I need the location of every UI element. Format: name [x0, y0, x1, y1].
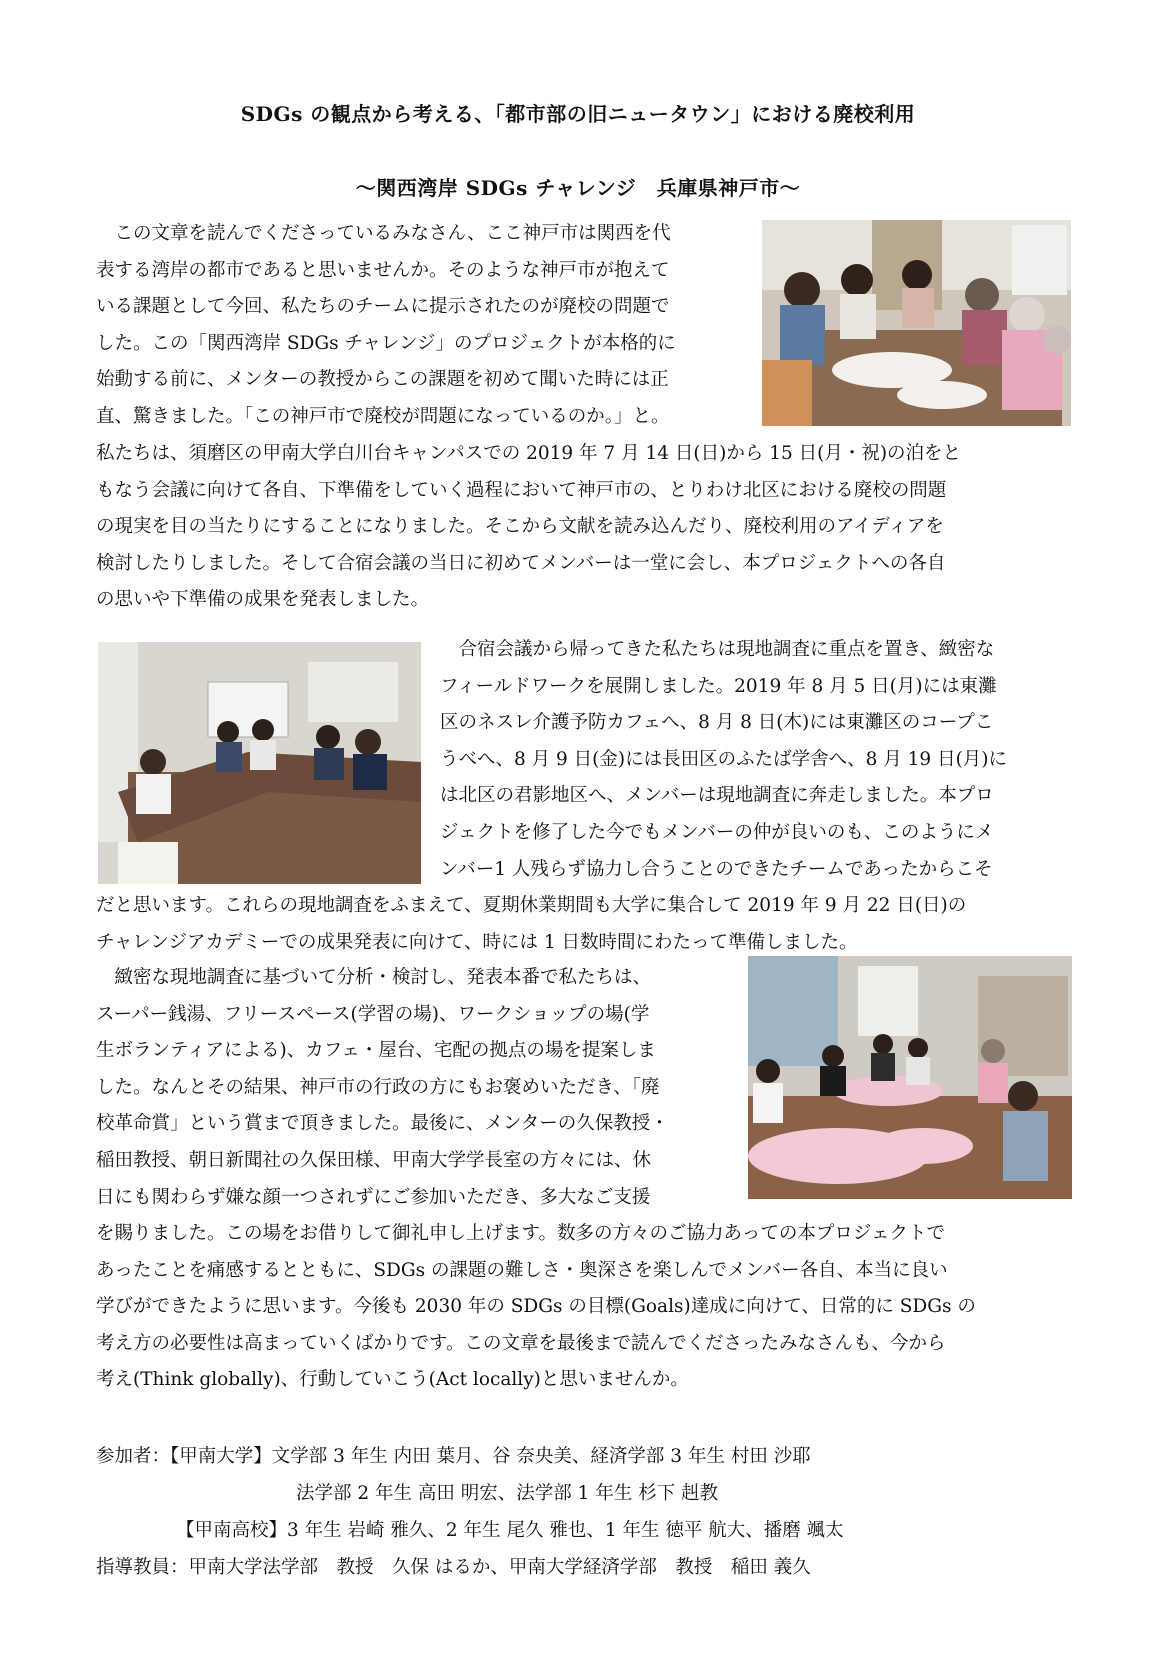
photo-school-room — [748, 956, 1072, 1199]
paragraph-fieldwork-cont — [96, 888, 1066, 961]
text-line: ジェクトを修了した今でもメンバーの仲が良いのも、このようにメ — [440, 821, 994, 843]
text-line: 検討したりしました。そして合宿会議の当日に初めてメンバーは一堂に会し、本プロジェクトへの各自 — [96, 552, 946, 574]
participants-line: 【甲南高校】3 年生 岩崎 雅久、2 年生 尾久 雅也、1 年生 徳平 航大、播磨 颯太 — [176, 1520, 844, 1541]
text-line: した。なんとその結果、神戸市の行政の方にもお褒めいただき、「廃 — [96, 1076, 660, 1098]
text-line: ンバー1 人残らず協力し合うことのできたチームであったからこそ — [440, 858, 993, 880]
text-line: チャレンジアカデミーでの成果発表に向けて、時には 1 日数時間にわたって準備しました。 — [96, 931, 858, 953]
text-line: スーパー銭湯、フリースペース(学習の場)、ワークショップの場(学 — [96, 1003, 650, 1025]
text-line: 区のネスレ介護予防カフェへ、8 月 8 日(木)には東灘区のコープこ — [440, 712, 994, 734]
photo-cafe-meeting — [762, 220, 1071, 426]
advisors-line: 指導教員：甲南大学法学部 教授 久保 はるか、甲南大学経済学部 教授 稲田 義久 — [96, 1557, 811, 1578]
participants-line: 参加者：【甲南大学】文学部 3 年生 内田 葉月、谷 奈央美、経済学部 3 年生 村田 沙耶 — [96, 1446, 811, 1467]
text-line: した。この「関西湾岸 SDGs チャレンジ」のプロジェクトが本格的に — [96, 332, 676, 354]
text-line: の現実を目の当たりにすることになりました。そこから文献を読み込んだり、廃校利用のアイディアを — [96, 516, 944, 538]
text-line: うべへ、8 月 9 日(金)には長田区のふたば学舎へ、8 月 19 日(月)に — [440, 748, 1008, 770]
text-line: もなう会議に向けて各自、下準備をしていく過程において神戸市の、とりわけ北区における廃校の問題 — [96, 479, 947, 501]
paragraph-closing — [96, 1216, 1066, 1399]
text-line: を賜りました。この場をお借りして御礼申し上げます。数多の方々のご協力あっての本プロジェクトで — [96, 1223, 945, 1244]
document-title: SDGs の観点から考える、「都市部の旧ニュータウン」における廃校利用 — [240, 102, 916, 126]
text-line: だと思います。これらの現地調査をふまえて、夏期休業期間も大学に集合して 2019 年 9 月 22 日(日)の — [96, 895, 967, 916]
text-line: 稲田教授、朝日新聞社の久保田様、甲南大学学長室の方々には、休 — [96, 1149, 652, 1171]
text-line: 私たちは、須磨区の甲南大学白川台キャンパスでの 2019 年 7 月 14 日(日)から 15 日(月・祝)の泊をと — [96, 443, 962, 464]
text-line: いる課題として今回、私たちのチームに提示されたのが廃校の問題で — [96, 296, 670, 318]
photo-classroom-meeting — [98, 642, 421, 884]
text-line: 考え(Think globally)、行動していこう(Act locally)と思いませんか。 — [96, 1369, 689, 1391]
text-line: 生ボランティアによる)、カフェ・屋台、宅配の拠点の場を提案しま — [96, 1040, 656, 1062]
text-line: 校革命賞」という賞まで頂きました。最後に、メンターの久保教授・ — [96, 1113, 669, 1135]
text-line: 日にも関わらず嫌な顔一つされずにご参加いただき、多大なご支援 — [96, 1186, 651, 1208]
text-line: フィールドワークを展開しました。2019 年 8 月 5 日(月)には東灘 — [440, 675, 997, 697]
text-line: の思いや下準備の成果を発表しました。 — [96, 589, 430, 611]
paragraph-fieldwork — [440, 632, 1066, 888]
paragraph-intro — [96, 216, 746, 436]
paragraph-camp — [96, 436, 1066, 619]
text-line: 学びができたように思います。今後も 2030 年の SDGs の目標(Goals)達成に向けて、日常的に SDGs の — [96, 1296, 976, 1318]
text-line: 直、驚きました。「この神戸市で廃校が問題になっているのか。」と。 — [96, 405, 670, 427]
text-line: あったことを痛感するとともに、SDGs の課題の難しさ・奥深さを楽しんでメンバー各自、本当に良い — [96, 1259, 948, 1281]
text-line: 緻密な現地調査に基づいて分析・検討し、発表本番で私たちは、 — [96, 967, 652, 988]
text-line: 表する湾岸の都市であると思いませんか。そのような神戸市が抱えて — [96, 259, 670, 281]
participants-line: 法学部 2 年生 高田 明宏、法学部 1 年生 杉下 赳教 — [296, 1483, 719, 1504]
text-line: 始動する前に、メンターの教授からこの課題を初めて聞いた時には正 — [96, 369, 669, 391]
paragraph-results — [96, 960, 736, 1216]
participants-list — [96, 1438, 1076, 1586]
document-subtitle: 〜関西湾岸 SDGs チャレンジ 兵庫県神戸市〜 — [355, 176, 801, 200]
text-line: この文章を読んでくださっているみなさん、ここ神戸市は関西を代 — [96, 223, 671, 244]
text-line: 合宿会議から帰ってきた私たちは現地調査に重点を置き、緻密な — [440, 639, 995, 660]
text-line: 考え方の必要性は高まっていくばかりです。この文章を最後まで読んでくださったみなさんも、今から — [96, 1332, 946, 1354]
text-line: は北区の君影地区へ、メンバーは現地調査に奔走しました。本プロ — [440, 785, 994, 807]
